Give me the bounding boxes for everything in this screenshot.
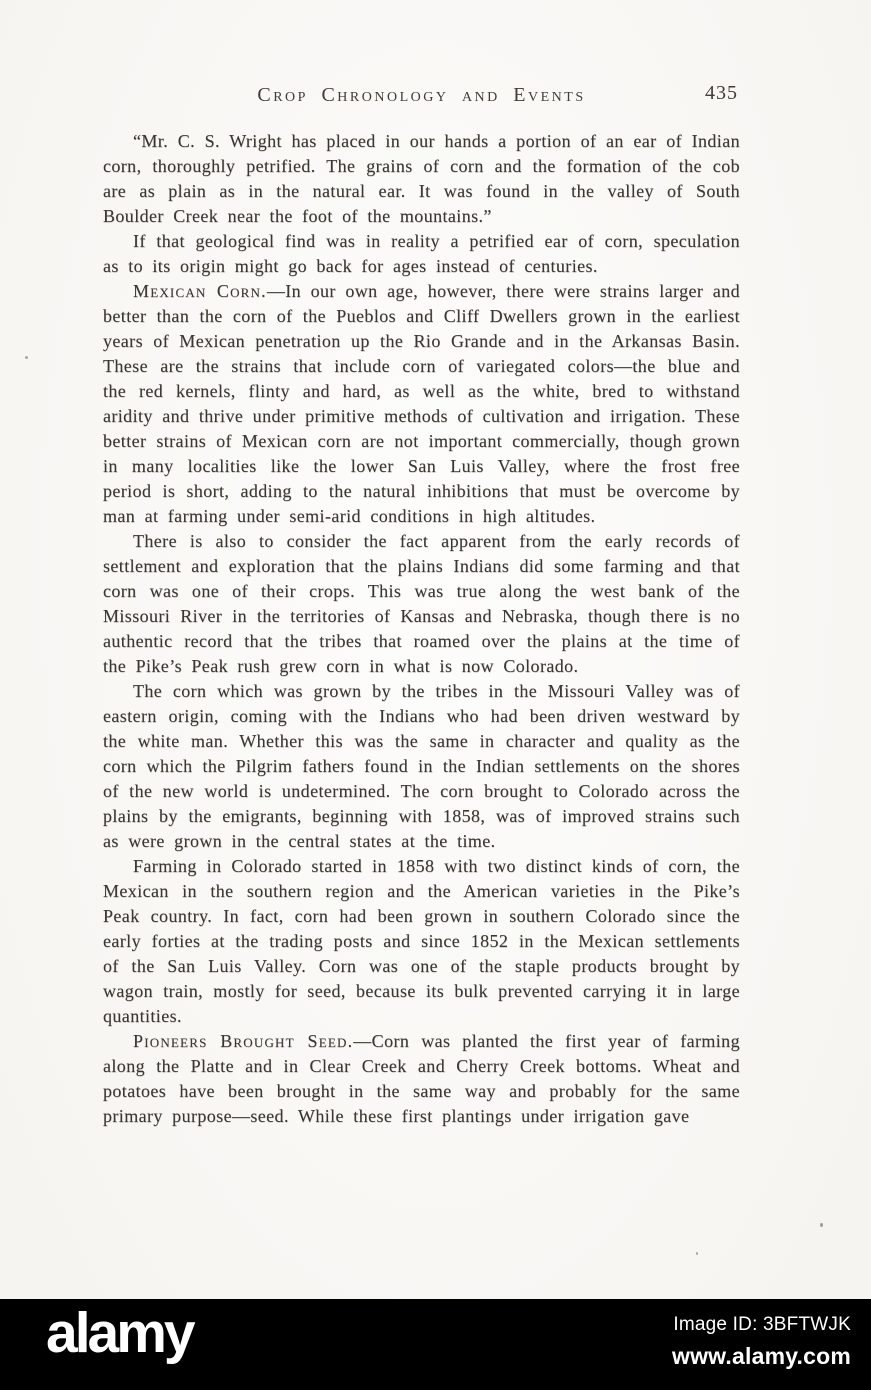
paragraph-text: —In our own age, however, there were strains larger and better than the corn of the Pueblos and Cliff Dwellers grown in the earliest years of Mexican penetration up the Rio Grande and in the Arkansas Basin. These are the strains that include corn of variegated colors—the blue and the red kernels, flinty and hard, as well as the white, bred to withstand aridity and thrive under primitive methods of cultivation and irrigation. These better strains of Mexican corn are not important commercially, though grown in many localities like the lower San Luis Valley, where the frost free period is short, adding to the natural inhibitions that must be overcome by man at farming under semi-arid conditions in high altitudes. [103,281,740,526]
paragraph-text: The corn which was grown by the tribes in the Missouri Valley was of eastern origin, coming with the Indians who had been driven westward by the white man. Whether this was the same in character and quality as the corn which the Pilgrim fathers found in the Indian settlements on the shores of the new world is undetermined. The corn brought to Colorado across the plains by the emigrants, beginning with 1858, was of improved strains such as were grown in the central states at the time. [103,681,740,851]
scan-speck [696,1252,698,1255]
page-title: Crop Chronology and Events [257,84,586,106]
alamy-watermark-bar [0,1299,871,1390]
paragraph-pioneers-brought-seed [103,1029,740,1129]
paragraph-missouri-valley-corn [103,679,740,854]
paragraph-plains-indians [103,529,740,679]
paragraph-text: There is also to consider the fact apparent from the early records of settlement and exploration that the plains Indians did some farming and that corn was one of their crops. This was true along the west bank of the Missouri River in the territories of Kansas and Nebraska, though there is no authentic record that the tribes that roamed over the plains at the time of the Pike’s Peak rush grew corn in what is now Colorado. [103,531,740,676]
page-number: 435 [705,82,738,104]
scan-speck [25,356,28,359]
image-id-text: Image ID: 3BFTWJK [673,1314,851,1335]
paragraph-farming-1858 [103,854,740,1029]
paragraph-text: —Corn was planted the first year of farming along the Platte and in Clear Creek and Cherry Creek bottoms. Wheat and potatoes have been brought in the same way and probably for the same primary purpose—seed. While these first plantings under irrigation gave [103,1031,740,1126]
paragraph-lead-mexican-corn: Mexican Corn. [133,281,267,301]
paragraph-text: If that geological find was in reality a petrified ear of corn, speculation as to its origin might go back for ages instead of centuries. [103,231,740,276]
paragraph-geological-find [103,229,740,279]
paragraph-text: Farming in Colorado started in 1858 with two distinct kinds of corn, the Mexican in the southern region and the American varieties in the Pike’s Peak country. In fact, corn had been grown in southern Colorado since the early forties at the trading posts and since 1852 in the Mexican settlements of the San Luis Valley. Corn was one of the staple products brought by wagon train, mostly for seed, because its bulk prevented carrying it in large quantities. [103,856,740,1026]
page-header [103,84,740,110]
paragraph-lead-pioneers-seed: Pioneers Brought Seed. [133,1031,354,1051]
paragraph-quote-wright [103,129,740,229]
alamy-logo: alamy [46,1301,193,1365]
page-body [103,129,740,1129]
paragraph-text: “Mr. C. S. Wright has placed in our hands a portion of an ear of Indian corn, thoroughly petrified. The grains of corn and the formation of the cob are as plain as in the natural ear. It was found in the valley of South Boulder Creek near the foot of the mountains.” [103,131,740,226]
watermark-info [672,1314,851,1370]
paragraph-mexican-corn [103,279,740,529]
scan-speck [820,1223,823,1227]
alamy-url: www.alamy.com [672,1343,851,1369]
